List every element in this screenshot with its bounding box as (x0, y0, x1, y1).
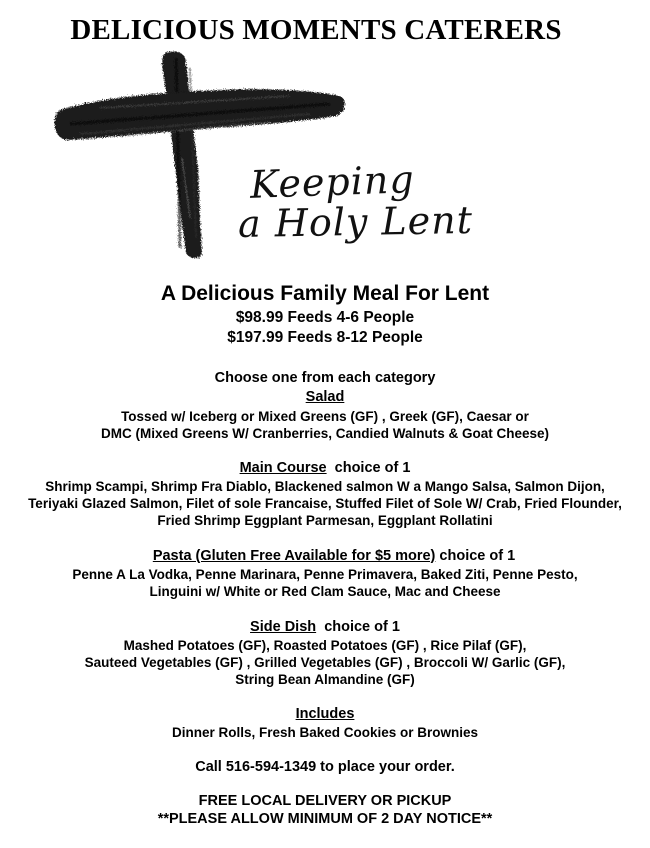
pasta-heading: Pasta (Gluten Free Available for $5 more) choice of 1 (152, 548, 516, 564)
salad-line-2: DMC (Mixed Greens W/ Cranberries, Candied Walnuts & Goat Cheese) (100, 426, 550, 441)
includes-line: Dinner Rolls, Fresh Baked Cookies or Brownies (171, 725, 479, 740)
company-title: DELICIOUS MOMENTS CATERERS (70, 14, 562, 46)
pasta-line-2: Linguini w/ White or Red Clam Sauce, Mac and Cheese (149, 584, 501, 599)
price-large-family: $197.99 Feeds 8-12 People (227, 329, 423, 346)
main-course-line-2: Teriyaki Glazed Salmon, Filet of sole Francaise, Stuffed Filet of Sole W/ Crab, Fried Flounder, (28, 496, 622, 511)
side-dish-line-1: Mashed Potatoes (GF), Roasted Potatoes (GF) , Rice Pilaf (GF), (123, 638, 527, 653)
delivery-notice: FREE LOCAL DELIVERY OR PICKUP (198, 793, 452, 809)
call-to-order: Call 516-594-1349 to place your order. (195, 759, 455, 775)
keeping-script-text: Keeping (249, 157, 416, 207)
holy-lent-script-text: a Holy Lent (237, 197, 474, 247)
main-course-line-1: Shrimp Scampi, Shrimp Fra Diablo, Blackened salmon W a Mango Salsa, Salmon Dijon, (45, 479, 605, 494)
side-dish-heading: Side Dish choice of 1 (250, 619, 400, 635)
offer-headline: A Delicious Family Meal For Lent (160, 282, 490, 305)
main-course-heading: Main Course choice of 1 (239, 460, 411, 476)
price-small-family: $98.99 Feeds 4-6 People (235, 309, 415, 326)
pasta-line-1: Penne A La Vodka, Penne Marinara, Penne Primavera, Baked Ziti, Penne Pesto, (72, 567, 578, 582)
includes-heading: Includes (295, 706, 355, 722)
side-dish-line-2: Sauteed Vegetables (GF) , Grilled Vegetables (GF) , Broccoli W/ Garlic (GF), (84, 655, 566, 670)
salad-heading: Salad (305, 389, 345, 405)
side-dish-line-3: String Bean Almandine (GF) (235, 672, 415, 687)
choose-instruction: Choose one from each category (214, 370, 436, 386)
advance-notice: **PLEASE ALLOW MINIMUM OF 2 DAY NOTICE** (157, 811, 493, 827)
salad-line-1: Tossed w/ Iceberg or Mixed Greens (GF) , Greek (GF), Caesar or (121, 409, 529, 424)
main-course-line-3: Fried Shrimp Eggplant Parmesan, Eggplant Rollatini (157, 513, 493, 528)
